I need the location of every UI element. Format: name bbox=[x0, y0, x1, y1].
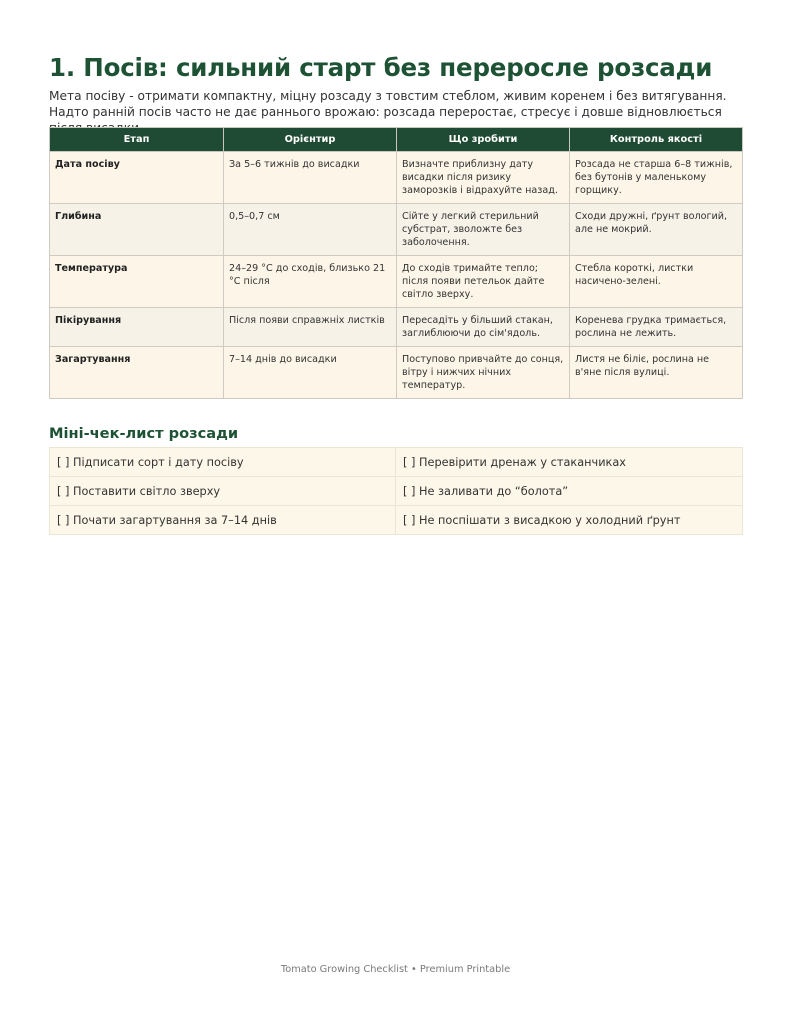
table-cell: 7–14 днів до висадки bbox=[224, 347, 397, 399]
checklist-item[interactable]: [ ] Почати загартування за 7–14 днів bbox=[50, 506, 396, 535]
checklist-item[interactable]: [ ] Поставити світло зверху bbox=[50, 477, 396, 506]
table-cell: Після появи справжніх листків bbox=[224, 308, 397, 347]
table-cell: Поступово привчайте до сонця, вітру і нижчих нічних температур. bbox=[397, 347, 570, 399]
table-header-row bbox=[50, 128, 743, 152]
table-cell: Розсада не старша 6–8 тижнів, без бутонів у маленькому горщику. bbox=[570, 152, 743, 204]
header-guideline: Орієнтир bbox=[224, 128, 397, 152]
checklist-row bbox=[50, 477, 743, 506]
table-row bbox=[50, 152, 743, 204]
seedling-checklist bbox=[49, 447, 743, 535]
table-cell: Загартування bbox=[50, 347, 224, 399]
table-cell: Визначте приблизну дату висадки після ризику заморозків і відрахуйте назад. bbox=[397, 152, 570, 204]
checklist-item[interactable]: [ ] Перевірити дренаж у стаканчиках bbox=[396, 448, 743, 477]
page-title: 1. Посів: сильний старт без переросле розсади bbox=[49, 53, 713, 82]
intro-paragraph: Мета посіву - отримати компактну, міцну розсаду з товстим стеблом, живим коренем і без витягування. Надто ранній посів часто не дає раннього врожаю: розсада переростає, стресує і довше відновлюється bbox=[49, 89, 727, 119]
table-cell: Стебла короткі, листки насичено-зелені. bbox=[570, 256, 743, 308]
table-cell: За 5–6 тижнів до висадки bbox=[224, 152, 397, 204]
table-cell: Коренева грудка тримається, рослина не лежить. bbox=[570, 308, 743, 347]
table-cell: До сходів тримайте тепло; після появи петельок дайте світло зверху. bbox=[397, 256, 570, 308]
table-cell: Глибина bbox=[50, 204, 224, 256]
table-cell: Температура bbox=[50, 256, 224, 308]
checklist-item[interactable]: [ ] Підписати сорт і дату посіву bbox=[50, 448, 396, 477]
table-cell: Дата посіву bbox=[50, 152, 224, 204]
table-row bbox=[50, 347, 743, 399]
table-row bbox=[50, 308, 743, 347]
sowing-table bbox=[49, 127, 743, 399]
table-cell: Листя не біліє, рослина не в'яне після вулиці. bbox=[570, 347, 743, 399]
table-cell: 24–29 °C до сходів, близько 21 °C після bbox=[224, 256, 397, 308]
page-footer: Tomato Growing Checklist • Premium Printable bbox=[280, 964, 511, 975]
table-cell: Пікірування bbox=[50, 308, 224, 347]
table-cell: Сійте у легкий стерильний субстрат, зволожте без заболочення. bbox=[397, 204, 570, 256]
table-row bbox=[50, 204, 743, 256]
table-row bbox=[50, 256, 743, 308]
checklist-row bbox=[50, 448, 743, 477]
header-quality-check: Контроль якості bbox=[570, 128, 743, 152]
checklist-item[interactable]: [ ] Не поспішати з висадкою у холодний ґрунт bbox=[396, 506, 743, 535]
header-stage: Етап bbox=[50, 128, 224, 152]
checklist-title: Міні-чек-лист розсади bbox=[49, 425, 239, 442]
checklist-item[interactable]: [ ] Не заливати до “болота” bbox=[396, 477, 743, 506]
header-action: Що зробити bbox=[397, 128, 570, 152]
table-cell: 0,5–0,7 см bbox=[224, 204, 397, 256]
checklist-row bbox=[50, 506, 743, 535]
table-cell: Сходи дружні, ґрунт вологий, але не мокрий. bbox=[570, 204, 743, 256]
table-cell: Пересадіть у більший стакан, заглиблюючи до сім'ядоль. bbox=[397, 308, 570, 347]
